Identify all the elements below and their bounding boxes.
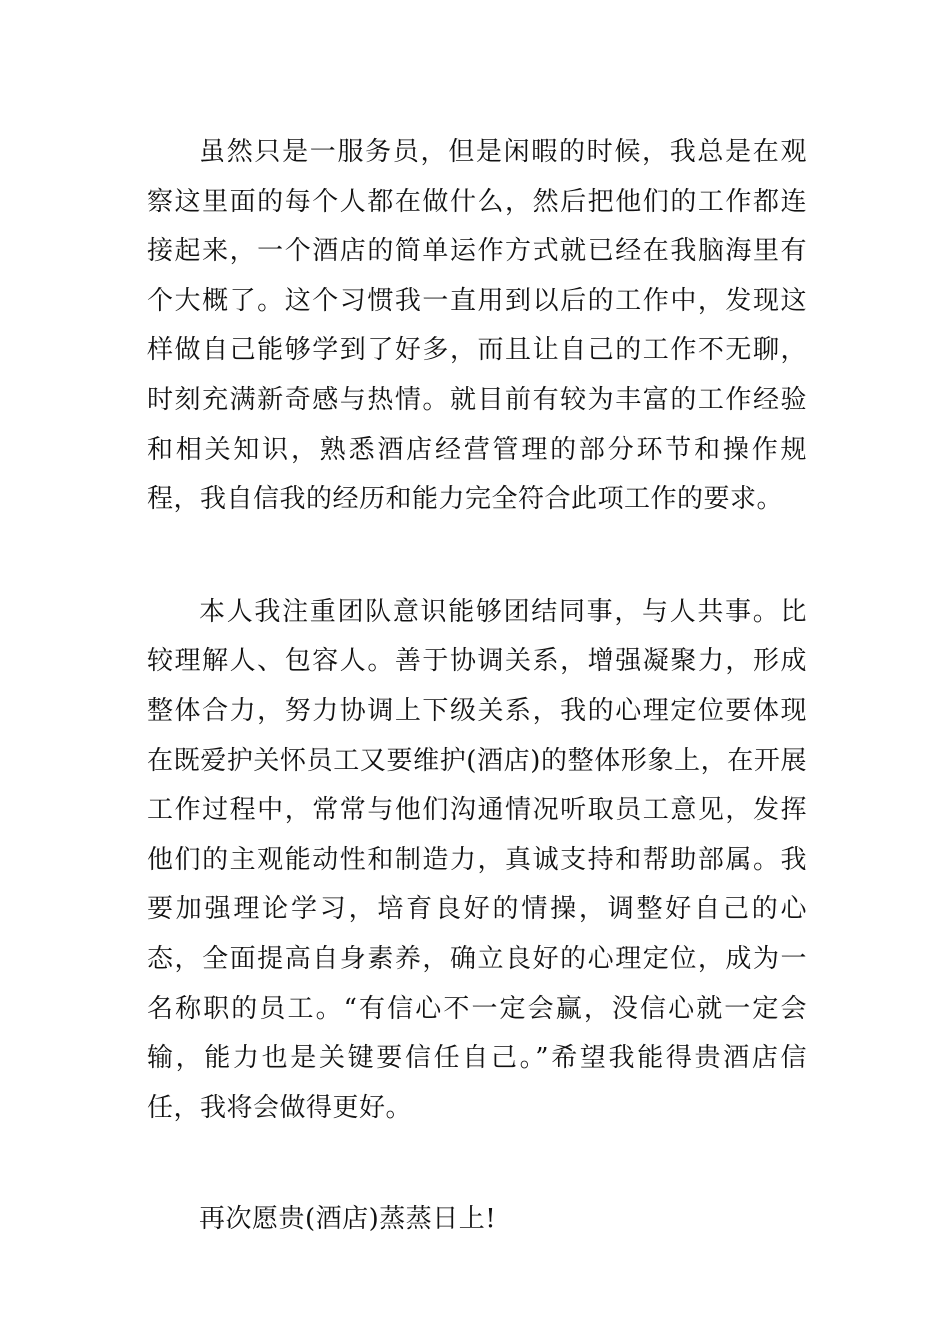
paragraph-closing-wish: 再次愿贵(酒店)蒸蒸日上!	[199, 1204, 497, 1235]
paragraph-teamwork: 本人我注重团队意识能够团结同事，与人共事。比较理解人、包容人。善于协调关系，增强凝聚力，形成整体合力，努力协调上下级关系，我的心理定位要体现在既爱护关怀员工又要维护(酒店)的整体形象上，在开展工作过程中，常常与他们沟通情况听取员工意见，发挥他们的主观能动性和制造力，真诚支持和帮助部属。我要加强理论学习，培育良好的情操，调整好自己的心态，全面提高自身素养，确立良好的心理定位，成为一名称职的员工。“有信心不一定会赢，没信心就一定会输，能力也是关键要信任自己。”希望我能得贵酒店信任，我将会做得更好。	[147, 596, 807, 1123]
document-body	[147, 128, 807, 1245]
paragraph-work-experience: 虽然只是一服务员，但是闲暇的时候，我总是在观察这里面的每个人都在做什么，然后把他们的工作都连接起来，一个酒店的简单运作方式就已经在我脑海里有个大概了。这个习惯我一直用到以后的工作中，发现这样做自己能够学到了好多，而且让自己的工作不无聊，时刻充满新奇感与热情。就目前有较为丰富的工作经验和相关知识，熟悉酒店经营管理的部分环节和操作规程，我自信我的经历和能力完全符合此项工作的要求。	[147, 137, 807, 515]
